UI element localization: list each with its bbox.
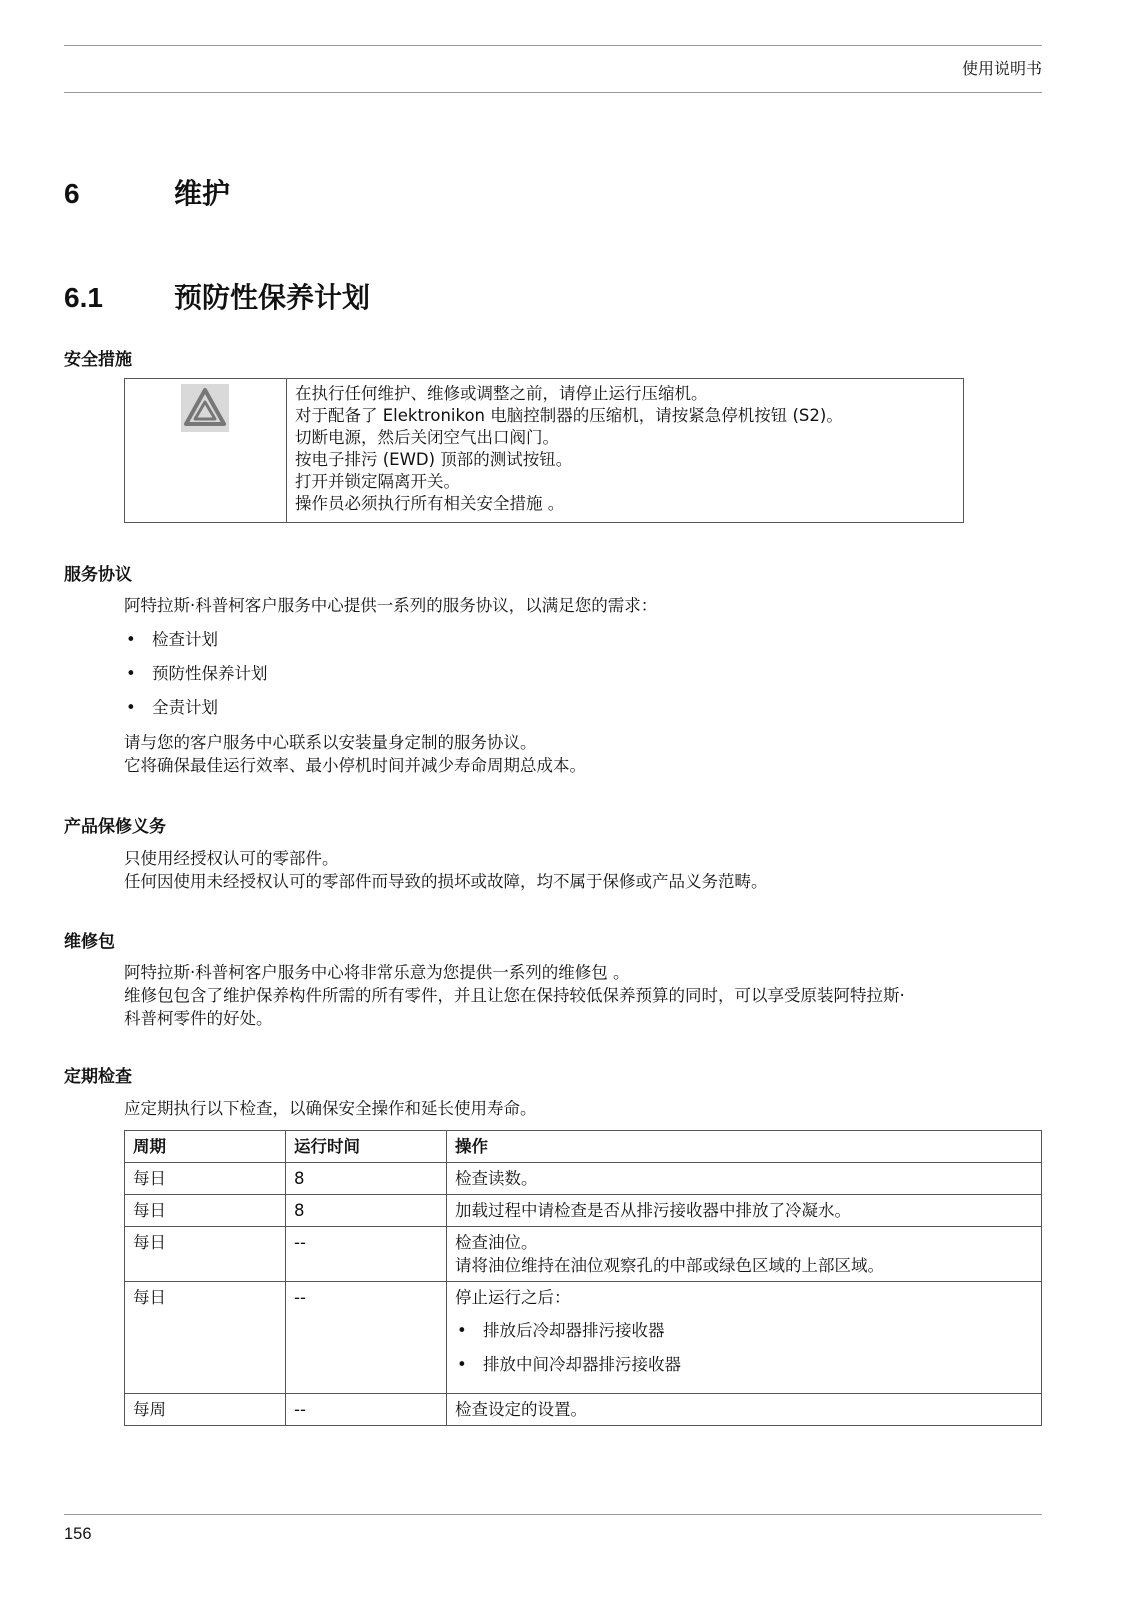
table-header-row <box>125 1131 1042 1163</box>
service-intro <box>124 594 1024 617</box>
action-line: 停止运行之后： <box>455 1288 571 1307</box>
checks-intro <box>124 1097 1024 1120</box>
table-row <box>125 1282 1042 1394</box>
table-row <box>125 1227 1042 1282</box>
section-heading <box>64 276 370 316</box>
checks-table <box>124 1130 1042 1426</box>
safety-instructions <box>287 379 963 522</box>
list-item: • 预防性保养计划 <box>124 662 268 696</box>
page-number: 156 <box>64 1525 92 1543</box>
safety-line: 打开并锁定隔离开关。 <box>295 472 460 491</box>
cell-action: 检查设定的设置。 <box>447 1394 1042 1426</box>
chapter-title: 维护 <box>174 177 231 210</box>
footer-rule <box>64 1514 1042 1515</box>
action-line: 检查油位。 <box>455 1233 538 1252</box>
action-line: 请将油位维持在油位观察孔的中部或绿色区域的上部区域。 <box>455 1256 884 1275</box>
column-header-hours: 运行时间 <box>286 1131 447 1163</box>
service-intro-text: 阿特拉斯·科普柯客户服务中心提供一系列的服务协议，以满足您的需求： <box>124 596 658 615</box>
cell-hours: -- <box>286 1394 447 1426</box>
kits-line: 阿特拉斯·科普柯客户服务中心将非常乐意为您提供一系列的维修包 。 <box>124 963 630 982</box>
cell-action: 检查读数。 <box>447 1163 1042 1195</box>
action-bullet-list <box>455 1319 1033 1387</box>
warranty-text <box>124 847 1024 893</box>
warning-triangle-icon <box>181 384 229 432</box>
cell-action: 加载过程中请检查是否从排污接收器中排放了冷凝水。 <box>447 1195 1042 1227</box>
cell-period: 每日 <box>125 1195 286 1227</box>
warranty-line: 只使用经授权认可的零部件。 <box>124 849 339 868</box>
safety-icon-cell <box>125 379 287 522</box>
service-notes <box>124 731 1024 777</box>
warranty-heading: 产品保修义务 <box>64 817 166 837</box>
service-plan-list <box>124 628 268 730</box>
cell-hours: -- <box>286 1282 447 1394</box>
column-header-period: 周期 <box>125 1131 286 1163</box>
header-bottom-rule <box>64 92 1042 93</box>
cell-action <box>447 1282 1042 1394</box>
service-heading: 服务协议 <box>64 565 132 585</box>
table-row <box>125 1163 1042 1195</box>
safety-line: 切断电源，然后关闭空气出口阀门。 <box>295 428 559 447</box>
cell-period: 每日 <box>125 1227 286 1282</box>
table-row <box>125 1195 1042 1227</box>
checks-intro-text: 应定期执行以下检查，以确保安全操作和延长使用寿命。 <box>124 1099 537 1118</box>
kits-text <box>124 961 1024 1030</box>
table-row <box>125 1394 1042 1426</box>
kits-line: 维修包包含了维护保养构件所需的所有零件，并且让您在保持较低保养预算的同时，可以享受原装阿特拉斯· <box>124 986 905 1005</box>
header-top-rule <box>64 45 1042 46</box>
safety-line: 操作员必须执行所有相关安全措施 。 <box>295 494 565 513</box>
safety-line: 按电子排污 (EWD) 顶部的测试按钮。 <box>295 450 573 469</box>
safety-heading: 安全措施 <box>64 350 132 370</box>
chapter-heading <box>64 172 230 212</box>
list-item: • 排放中间冷却器排污接收器 <box>455 1353 1033 1387</box>
document-title: 使用说明书 <box>961 59 1042 78</box>
cell-hours: 8 <box>286 1195 447 1227</box>
safety-line: 在执行任何维护、维修或调整之前，请停止运行压缩机。 <box>295 384 708 403</box>
service-line: 它将确保最佳运行效率、最小停机时间并减少寿命周期总成本。 <box>124 756 586 775</box>
cell-period: 每日 <box>125 1163 286 1195</box>
service-line: 请与您的客户服务中心联系以安装量身定制的服务协议。 <box>124 733 537 752</box>
column-header-action: 操作 <box>447 1131 1042 1163</box>
list-item: • 排放后冷却器排污接收器 <box>455 1319 1033 1353</box>
cell-hours: 8 <box>286 1163 447 1195</box>
list-item: • 检查计划 <box>124 628 268 662</box>
checks-heading: 定期检查 <box>64 1067 132 1087</box>
warranty-line: 任何因使用未经授权认可的零部件而导致的损坏或故障，均不属于保修或产品义务范畴。 <box>124 872 768 891</box>
cell-period: 每日 <box>125 1282 286 1394</box>
kits-line: 科普柯零件的好处。 <box>124 1009 273 1028</box>
kits-heading: 维修包 <box>64 932 115 952</box>
list-item: • 全责计划 <box>124 696 268 730</box>
section-number: 6.1 <box>64 282 103 313</box>
safety-line: 对于配备了 Elektronikon 电脑控制器的压缩机，请按紧急停机按钮 (S2)。 <box>295 406 843 425</box>
cell-hours: -- <box>286 1227 447 1282</box>
cell-period: 每周 <box>125 1394 286 1426</box>
section-title: 预防性保养计划 <box>174 281 371 314</box>
safety-table <box>124 378 964 523</box>
cell-action <box>447 1227 1042 1282</box>
chapter-number: 6 <box>64 178 80 209</box>
